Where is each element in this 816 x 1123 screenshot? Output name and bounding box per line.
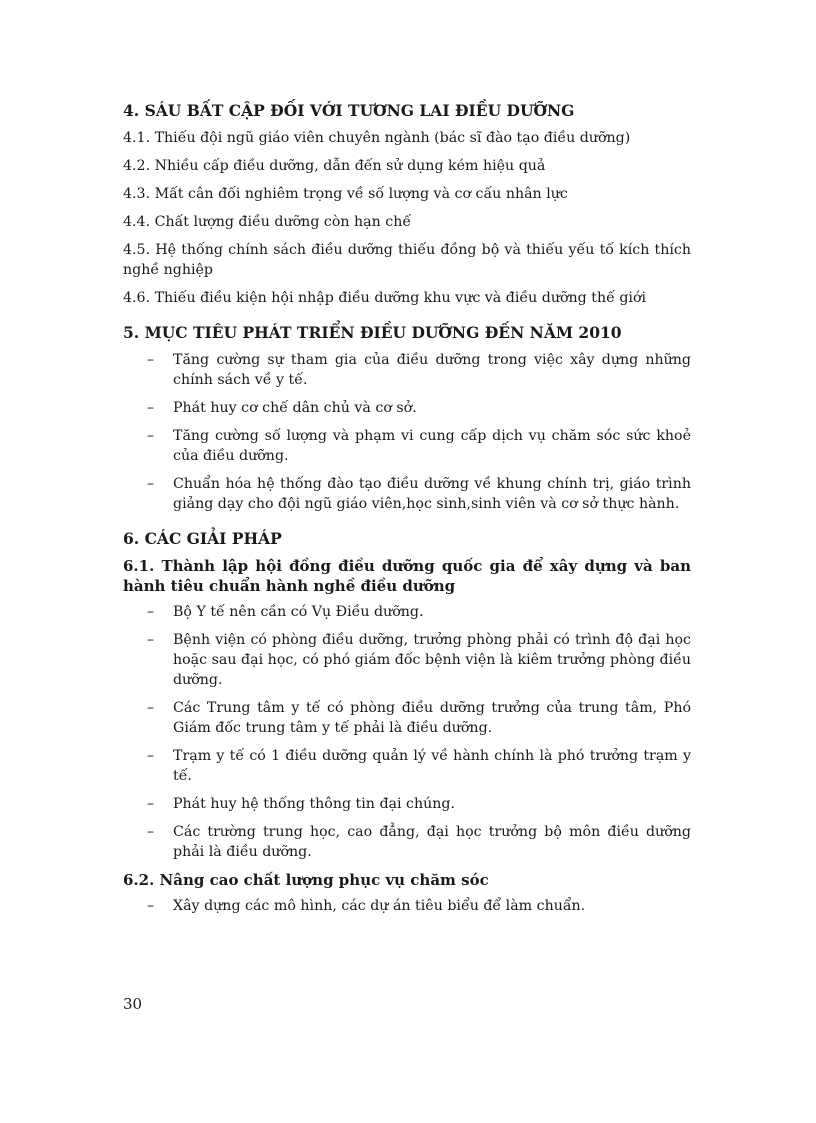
list-item: – Trạm y tế có 1 điều dưỡng quản lý về hành chính là phó trưởng trạm y tế.: [147, 748, 691, 784]
list-item: – Bệnh viện có phòng điều dưỡng, trưởng phòng phải có trình độ đại học hoặc sau đại học, có phó giám đốc bệnh viện là kiêm trưởng phòng điều dưỡng.: [147, 632, 691, 688]
dash-bullet: –: [147, 700, 155, 716]
list-item: – Phát huy hệ thống thông tin đại chúng.: [147, 796, 455, 812]
list-item: 4.6. Thiếu điều kiện hội nhập điều dưỡng khu vực và điều dưỡng thế giới: [123, 290, 647, 306]
list-item: – Chuẩn hóa hệ thống đào tạo điều dưỡng về khung chính trị, giáo trình giảng dạy cho đội ngũ giáo viên,học sinh,sinh viên và cơ sở thực hành.: [147, 476, 691, 512]
list-item: 4.3. Mất cân đối nghiêm trọng về số lượng và cơ cấu nhân lực: [123, 186, 568, 202]
list-item: 4.1. Thiếu đội ngũ giáo viên chuyên ngành (bác sĩ đào tạo điều dưỡng): [123, 130, 631, 146]
list-item: – Tăng cường số lượng và phạm vi cung cấp dịch vụ chăm sóc sức khoẻ của điều dưỡng.: [147, 428, 691, 464]
dash-bullet: –: [147, 604, 155, 620]
list-item: – Các Trung tâm y tế có phòng điều dưỡng trưởng của trung tâm, Phó Giám đốc trung tâm y tế phải là điều dưỡng.: [147, 700, 691, 736]
subsection-6-1-heading: 6.1. Thành lập hội đồng điều dưỡng quốc gia để xây dựng và ban hành tiêu chuẩn hành nghề điều dưỡng: [123, 557, 691, 595]
goals-list: [123, 350, 691, 514]
quality-list: [123, 896, 691, 916]
list-item: – Phát huy cơ chế dân chủ và cơ sở.: [147, 400, 417, 416]
list-item: 4.2. Nhiều cấp điều dưỡng, dẫn đến sử dụng kém hiệu quả: [123, 158, 546, 174]
dash-bullet: –: [147, 748, 155, 764]
dash-bullet: –: [147, 632, 155, 648]
dash-bullet: –: [147, 476, 155, 492]
dash-bullet: –: [147, 824, 155, 840]
list-item: 4.5. Hệ thống chính sách điều dưỡng thiếu đồng bộ và thiếu yếu tố kích thích nghề nghiệp: [123, 242, 691, 278]
list-item: – Xây dựng các mô hình, các dự án tiêu biểu để làm chuẩn.: [147, 898, 586, 914]
list-item: – Bộ Y tế nên cần có Vụ Điều dưỡng.: [147, 604, 424, 620]
list-item: – Các trường trung học, cao đẳng, đại học trưởng bộ môn điều dưỡng phải là điều dưỡng.: [147, 824, 691, 860]
document-page: [123, 100, 691, 930]
dash-bullet: –: [147, 898, 155, 914]
list-item: – Tăng cường sự tham gia của điều dưỡng trong việc xây dựng những chính sách về y tế.: [147, 352, 691, 388]
dash-bullet: –: [147, 352, 155, 368]
section-4-heading: 4. SÁU BẤT CẬP ĐỐI VỚI TƯƠNG LAI ĐIỀU DƯỠNG: [123, 101, 575, 120]
subsection-6-2-heading: 6.2. Nâng cao chất lượng phục vụ chăm sóc: [123, 871, 489, 889]
dash-bullet: –: [147, 796, 155, 812]
section-5: [123, 322, 691, 514]
dash-bullet: –: [147, 428, 155, 444]
section-6-heading: 6. CÁC GIẢI PHÁP: [123, 529, 282, 548]
solutions-list: [123, 602, 691, 862]
page-number: 30: [123, 995, 143, 1013]
section-6: [123, 528, 691, 916]
dash-bullet: –: [147, 400, 155, 416]
section-4: [123, 100, 691, 308]
list-item: 4.4. Chất lượng điều dưỡng còn hạn chế: [123, 214, 412, 230]
section-5-heading: 5. MỤC TIÊU PHÁT TRIỂN ĐIỀU DƯỠNG ĐẾN NĂM 2010: [123, 323, 622, 342]
